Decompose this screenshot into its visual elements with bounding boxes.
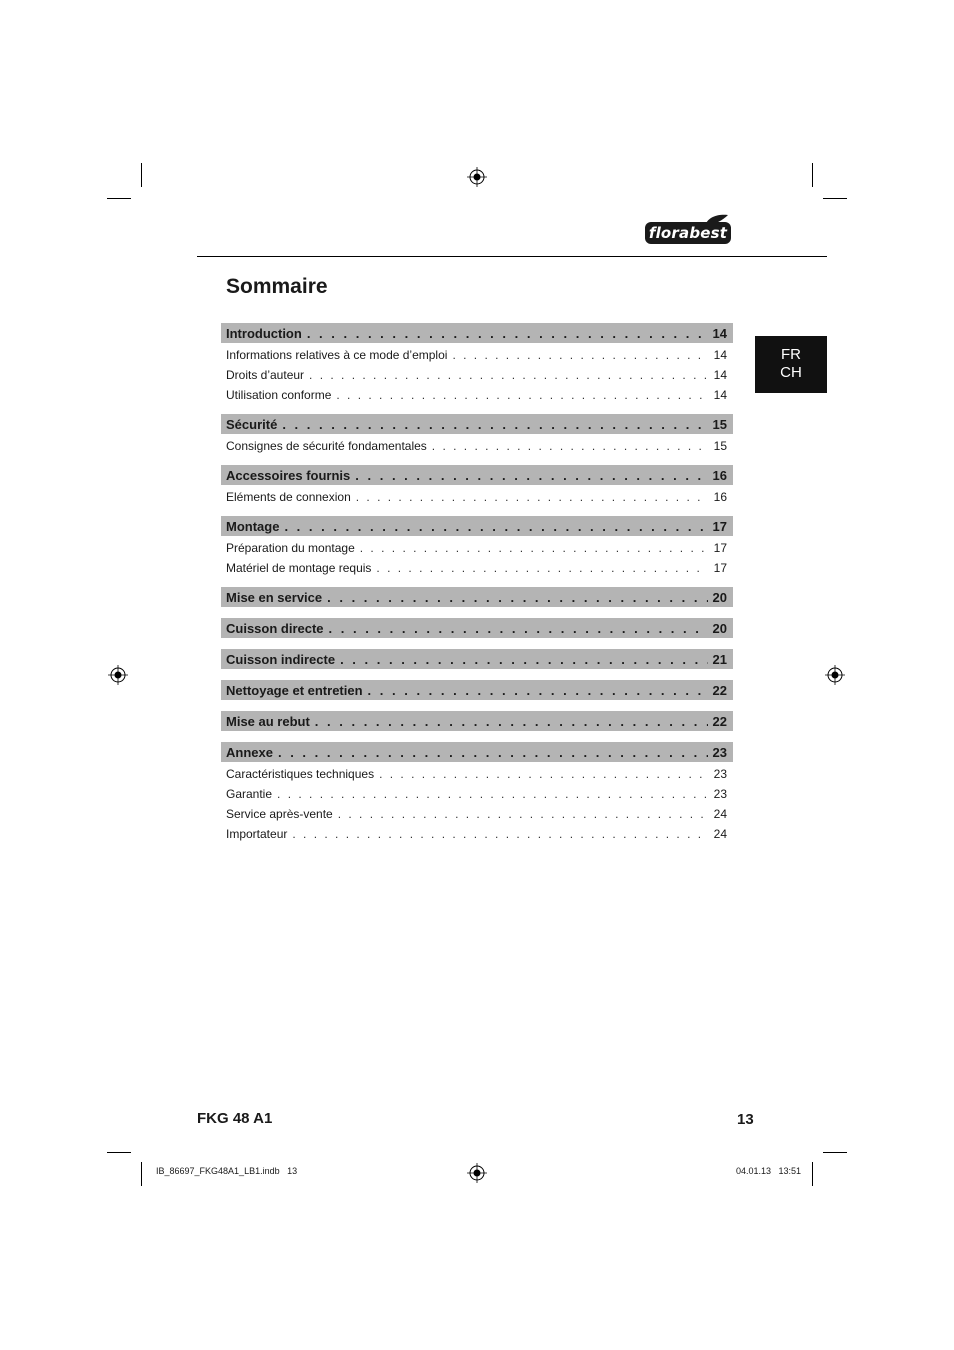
toc-entry	[221, 365, 733, 385]
toc-section-introduction	[221, 323, 733, 343]
dot-leader	[307, 326, 708, 341]
toc-section-title: Montage	[226, 518, 280, 534]
dot-leader	[338, 807, 708, 821]
toc-page-number: 17	[713, 541, 727, 555]
toc-entry	[221, 385, 733, 405]
toc-page-number: 23	[713, 767, 727, 781]
toc-section-title: Cuisson indirecte	[226, 651, 336, 667]
page-title: Sommaire	[226, 275, 328, 298]
toc-page-number: 15	[713, 439, 727, 453]
dot-leader	[284, 519, 707, 534]
toc-entry-title: Utilisation conforme	[226, 388, 332, 402]
dot-leader	[368, 683, 708, 698]
toc-page-number: 14	[713, 388, 727, 402]
print-slug-file: IB_86697_FKG48A1_LB1.indb 13	[156, 1166, 298, 1176]
toc-entry	[221, 538, 733, 558]
toc-page-number: 17	[713, 561, 727, 575]
dot-leader	[356, 490, 708, 504]
dot-leader	[282, 417, 707, 432]
crop-mark	[812, 1162, 813, 1186]
dot-leader	[379, 767, 708, 781]
dot-leader	[277, 787, 708, 801]
dot-leader	[315, 714, 708, 729]
language-tab	[755, 336, 827, 393]
header-rule	[197, 256, 827, 257]
toc-section-montage	[221, 516, 733, 536]
brand-logo	[645, 214, 735, 248]
toc-entry-title: Droits d’auteur	[226, 368, 305, 382]
toc-page-number: 22	[712, 713, 727, 729]
dot-leader	[336, 388, 708, 402]
toc-entry	[221, 558, 733, 578]
crop-mark	[107, 1152, 131, 1153]
toc-page-number: 23	[713, 787, 727, 801]
toc-entry	[221, 784, 733, 804]
toc-page-number: 14	[713, 368, 727, 382]
table-of-contents	[221, 323, 733, 844]
toc-section-title: Annexe	[226, 744, 273, 760]
crop-mark	[141, 1162, 142, 1186]
toc-section-title: Sécurité	[226, 416, 278, 432]
toc-section-title: Cuisson directe	[226, 620, 324, 636]
toc-page-number: 20	[712, 589, 727, 605]
dot-leader	[452, 348, 708, 362]
dot-leader	[432, 439, 708, 453]
page-number: 13	[737, 1111, 754, 1128]
toc-section-title: Accessoires fournis	[226, 467, 351, 483]
crop-mark	[823, 198, 847, 199]
toc-entry-title: Eléments de connexion	[226, 490, 351, 504]
toc-entry	[221, 487, 733, 507]
dot-leader	[360, 541, 708, 555]
dot-leader	[309, 368, 708, 382]
dot-leader	[292, 827, 708, 841]
registration-mark-icon	[108, 665, 128, 685]
toc-entry	[221, 764, 733, 784]
registration-mark-icon	[825, 665, 845, 685]
toc-page-number: 22	[712, 682, 727, 698]
toc-entry-title: Caractéristiques techniques	[226, 767, 375, 781]
toc-section-mise-au-rebut	[221, 711, 733, 731]
toc-section-title: Introduction	[226, 325, 302, 341]
toc-entry-title: Matériel de montage requis	[226, 561, 372, 575]
toc-section-cuisson-directe	[221, 618, 733, 638]
toc-entry-title: Service après-vente	[226, 807, 333, 821]
language-code: CH	[780, 364, 802, 381]
dot-leader	[278, 745, 708, 760]
toc-entry-title: Importateur	[226, 827, 288, 841]
toc-page-number: 14	[712, 325, 727, 341]
toc-section-securite	[221, 414, 733, 434]
toc-page-number: 14	[713, 348, 727, 362]
brand-wordmark: florabest	[645, 222, 731, 244]
dot-leader	[329, 621, 708, 636]
toc-section-cuisson-indirecte	[221, 649, 733, 669]
toc-page-number: 24	[713, 827, 727, 841]
toc-section-title: Mise en service	[226, 589, 323, 605]
toc-page-number: 20	[712, 620, 727, 636]
toc-section-title: Nettoyage et entretien	[226, 682, 363, 698]
language-code: FR	[781, 346, 801, 363]
crop-mark	[107, 198, 131, 199]
registration-mark-icon	[467, 167, 487, 187]
toc-section-mise-en-service	[221, 587, 733, 607]
dot-leader	[376, 561, 708, 575]
crop-mark	[141, 163, 142, 187]
toc-entry	[221, 436, 733, 456]
toc-section-title: Mise au rebut	[226, 713, 310, 729]
toc-page-number: 17	[712, 518, 727, 534]
toc-page-number: 15	[712, 416, 727, 432]
dot-leader	[327, 590, 707, 605]
dot-leader	[355, 468, 707, 483]
model-number: FKG 48 A1	[197, 1110, 273, 1127]
toc-page-number: 16	[713, 490, 727, 504]
crop-mark	[812, 163, 813, 187]
toc-entry-title: Consignes de sécurité fondamentales	[226, 439, 427, 453]
toc-entry	[221, 345, 733, 365]
toc-entry-title: Préparation du montage	[226, 541, 355, 555]
dot-leader	[340, 652, 707, 667]
toc-page-number: 23	[712, 744, 727, 760]
toc-section-accessoires	[221, 465, 733, 485]
toc-page-number: 16	[712, 467, 727, 483]
print-slug-date: 04.01.13 13:51	[736, 1166, 802, 1176]
crop-mark	[823, 1152, 847, 1153]
toc-entry	[221, 824, 733, 844]
toc-entry-title: Garantie	[226, 787, 273, 801]
toc-section-nettoyage	[221, 680, 733, 700]
toc-section-annexe	[221, 742, 733, 762]
toc-page-number: 21	[712, 651, 727, 667]
toc-entry	[221, 804, 733, 824]
toc-entry-title: Informations relatives à ce mode d’emploi	[226, 348, 448, 362]
registration-mark-icon	[467, 1163, 487, 1183]
toc-page-number: 24	[713, 807, 727, 821]
